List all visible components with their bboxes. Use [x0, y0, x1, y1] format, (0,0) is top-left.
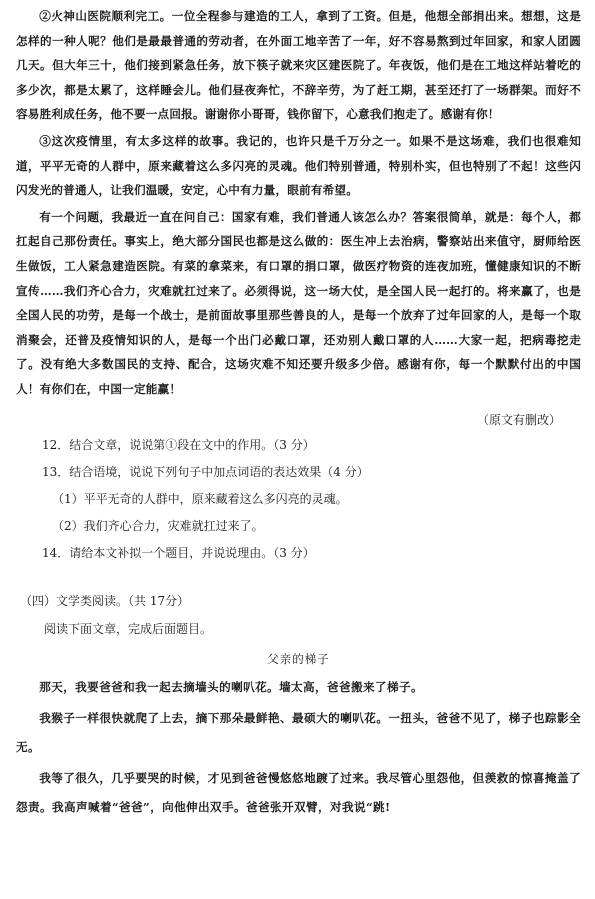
question-13-item-1: （1）平平无奇的人群中，原来藏着这么多闪亮的灵魂。: [52, 491, 348, 506]
article-paragraph-3: ③这次疫情里，有太多这样的故事。我记的，也许只是千万分之一。如果不是这场难，我们也很难知道，平平无奇的人群中，原来藏着这么多闪亮的灵魂。他们特别普通，特别朴实，但也特别了不起！这些闪闪发光的普通人，让我们温暖，安定，心中有力量，眼前有希望。: [16, 133, 581, 198]
section-heading: （四）文学类阅读。（共 17分）: [20, 593, 190, 608]
story-title: 父亲的梯子: [267, 651, 330, 666]
article-section: [16, 4, 581, 432]
article-paragraph-2: ②火神山医院顺利完工。一位全程参与建造的工人，拿到了工资。但是，他想全部捐出来。想想，这是怎样的一种人呢？他们是最最普通的劳动者，在外面工地辛苦了一年，好不容易熬到过年回家，和家人团圆几天。但大年三十，他们接到紧急任务，放下筷子就来灾区建医院了。年夜饭，他们是在工地这样站着吃的多少次，都是太累了，这样睡会儿。他们昼夜奔忙，不辞辛劳，为了赶工期，甚至还打了一场群架。而好不容易胜利成任务，他不要一点回报。谢谢你小哥哥，钱你留下，心意我们抱走了。感谢有你！: [16, 9, 581, 122]
question-14: 14．请给本文补拟一个题目，并说说理由。（3 分）: [42, 545, 315, 560]
story-paragraph: 我等了很久，几乎要哭的时候，才见到爸爸慢悠悠地踱了过来。我尽管心里怨他，但羡救的惊喜掩盖了怨责。我高声喊着“爸爸”，向他伸出双手。爸爸张开双臂，对我说“跳!: [16, 770, 581, 814]
questions-section: [16, 432, 581, 567]
article-paragraph-4: 有一个问题，我最近一直在问自己：国家有难，我们普通人该怎么办？答案很简单，就是：每个人，都扛起自己那份责任。事实上，绝大部分国民也都是这么做的：医生冲上去治病，警察站出来值守，厨师给医生做饭，工人紧急建造医院。有菜的拿菜来，有口罩的捐口罩，做医疗物资的连夜加班，懂健康知识的不断宣传……我们齐心合力，灾难就扛过来了。必须得说，这一场大仗，是全国人民一起打的。将来赢了，也是全国人民的功劳，是每一个战士，是前面故事里那些善良的人，是每一个放弃了过年回家的人，是每一个取消聚会，还普及疫情知识的人，是每一个出门必戴口罩，还劝别人戴口罩的人……大家一起，把病毒挖走了。没有绝大多数国民的支持、配合，这场灾难不知还要升级多少倍。感谢有你，每一个默默付出的中国人！有你们在，中国一定能赢！: [16, 209, 581, 396]
story-paragraph: 那天，我要爸爸和我一起去摘墙头的喇叭花。墙太高，爸爸搬来了梯子。: [39, 679, 423, 694]
question-12: 12．结合文章，说说第①段在文中的作用。（3 分）: [42, 437, 315, 452]
question-13: 13．结合语境，说说下列句子中加点词语的表达效果（4 分）: [42, 464, 369, 479]
section-instruction: 阅读下面文章，完成后面题目。: [44, 621, 213, 636]
source-note: （原文有删改）: [476, 412, 561, 427]
literary-reading-section: [16, 589, 581, 822]
question-13-item-2: （2）我们齐心合力，灾难就扛过来了。: [52, 518, 264, 533]
story-paragraph: 我猴子一样很快就爬了上去，摘下那朵最鲜艳、最硕大的喇叭花。一扭头，爸爸不见了，梯子也踪影全无。: [16, 710, 581, 754]
